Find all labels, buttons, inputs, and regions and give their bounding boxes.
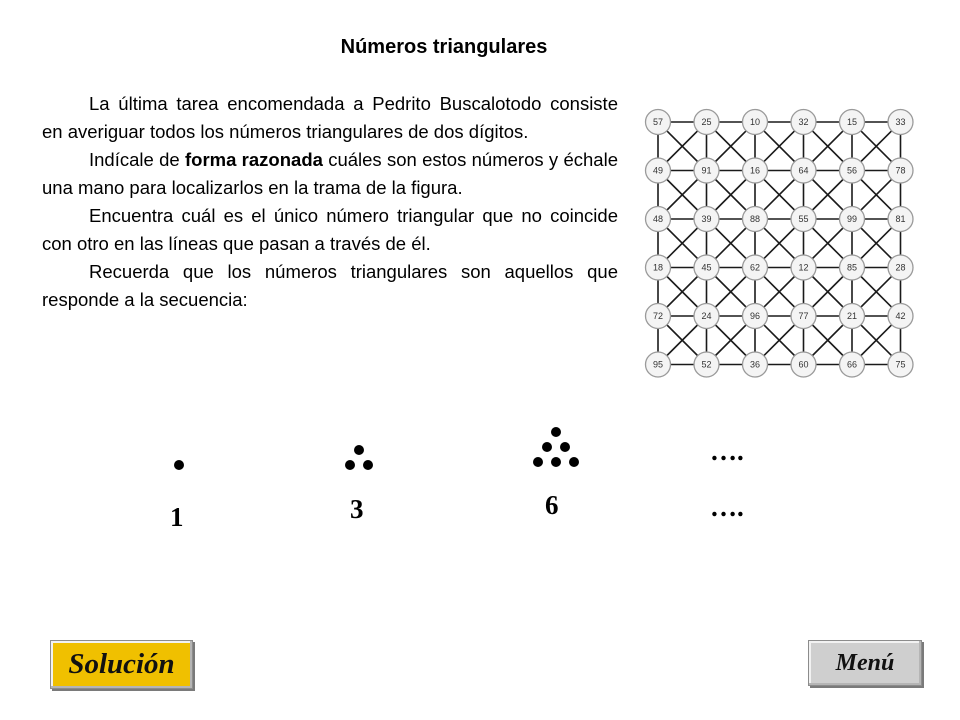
lattice-node bbox=[888, 255, 913, 280]
solution-button[interactable]: Solución bbox=[50, 640, 193, 689]
node-number: 33 bbox=[895, 117, 906, 128]
dot bbox=[551, 457, 561, 467]
lattice-node bbox=[840, 304, 865, 329]
node-number: 42 bbox=[895, 311, 906, 322]
lattice-node bbox=[694, 110, 719, 135]
lattice-node bbox=[840, 207, 865, 232]
node-number: 56 bbox=[846, 165, 858, 176]
node-number: 28 bbox=[895, 262, 906, 273]
paragraph-2: Indícale de forma razonada cuáles son estos números y échale una mano para localizarlos en la trama de la figura. bbox=[42, 149, 618, 198]
lattice-node bbox=[743, 110, 768, 135]
lattice-node bbox=[743, 352, 768, 377]
lattice-node bbox=[646, 255, 671, 280]
sequence-label-1: 1 bbox=[170, 502, 184, 532]
lattice-node bbox=[791, 304, 816, 329]
dot bbox=[551, 427, 561, 437]
lattice-node bbox=[888, 304, 913, 329]
node-number: 25 bbox=[701, 117, 712, 128]
lattice-node bbox=[743, 304, 768, 329]
node-number: 16 bbox=[749, 165, 761, 176]
sequence-label-3: 3 bbox=[350, 494, 364, 524]
lattice-node bbox=[694, 207, 719, 232]
lattice-node bbox=[791, 352, 816, 377]
paragraph-1: La última tarea encomendada a Pedrito Buscalotodo consiste en averiguar todos los números triangulares de dos dígitos. bbox=[42, 93, 618, 142]
node-number: 81 bbox=[895, 214, 906, 225]
node-number: 55 bbox=[798, 214, 809, 225]
node-number: 45 bbox=[701, 262, 712, 273]
lattice-node bbox=[743, 158, 768, 183]
page-title: Números triangulares bbox=[340, 36, 548, 58]
paragraph-3: Encuentra cuál es el único número triangular que no coincide con otro en las líneas que pasan a través de él. bbox=[42, 205, 618, 254]
lattice-node bbox=[791, 255, 816, 280]
node-number: 57 bbox=[652, 117, 664, 128]
node-number: 78 bbox=[895, 165, 906, 176]
node-number: 60 bbox=[798, 359, 809, 370]
node-number: 96 bbox=[749, 311, 761, 322]
node-number: 10 bbox=[749, 117, 761, 128]
node-number: 88 bbox=[749, 214, 761, 225]
node-number: 99 bbox=[846, 214, 858, 225]
node-number: 77 bbox=[798, 311, 809, 322]
dot bbox=[542, 442, 552, 452]
lattice-node bbox=[888, 352, 913, 377]
node-number: 24 bbox=[701, 311, 712, 322]
lattice-node bbox=[646, 304, 671, 329]
lattice-node bbox=[743, 255, 768, 280]
node-number: 12 bbox=[798, 262, 809, 273]
paragraph-4: Recuerda que los números triangulares son aquellos que responde a la secuencia: bbox=[42, 261, 618, 310]
node-number: 95 bbox=[652, 359, 664, 370]
emphasis-text: forma razonada bbox=[184, 149, 323, 170]
lattice-node bbox=[694, 158, 719, 183]
ellipsis-top: …. bbox=[710, 436, 744, 466]
dot bbox=[569, 457, 579, 467]
menu-button[interactable]: Menú bbox=[808, 640, 922, 686]
node-number: 85 bbox=[846, 262, 858, 273]
node-number: 52 bbox=[701, 359, 712, 370]
lattice-node bbox=[646, 352, 671, 377]
lattice-node bbox=[840, 158, 865, 183]
lattice-node bbox=[646, 110, 671, 135]
lattice-node bbox=[743, 207, 768, 232]
lattice-node bbox=[646, 158, 671, 183]
lattice-node bbox=[694, 304, 719, 329]
lattice-node bbox=[646, 207, 671, 232]
node-number: 72 bbox=[652, 311, 664, 322]
dot bbox=[363, 460, 373, 470]
lattice-node bbox=[840, 352, 865, 377]
node-number: 18 bbox=[652, 262, 664, 273]
ellipsis-bottom: …. bbox=[710, 492, 744, 522]
dot bbox=[354, 445, 364, 455]
dot bbox=[533, 457, 543, 467]
problem-text bbox=[42, 90, 618, 314]
lattice-node bbox=[791, 158, 816, 183]
lattice-node bbox=[791, 207, 816, 232]
node-number: 32 bbox=[798, 117, 809, 128]
lattice-node bbox=[791, 110, 816, 135]
node-number: 64 bbox=[798, 165, 809, 176]
node-number: 36 bbox=[749, 359, 761, 370]
node-number: 62 bbox=[749, 262, 761, 273]
lattice-node bbox=[840, 110, 865, 135]
lattice-node bbox=[888, 110, 913, 135]
node-number: 75 bbox=[895, 359, 906, 370]
number-lattice bbox=[640, 105, 922, 382]
node-number: 66 bbox=[846, 359, 858, 370]
dot bbox=[560, 442, 570, 452]
lattice-node bbox=[840, 255, 865, 280]
node-number: 48 bbox=[652, 214, 664, 225]
lattice-node bbox=[694, 255, 719, 280]
lattice-node bbox=[888, 207, 913, 232]
node-number: 39 bbox=[701, 214, 712, 225]
lattice-node bbox=[888, 158, 913, 183]
node-number: 49 bbox=[652, 165, 664, 176]
lattice-node bbox=[694, 352, 719, 377]
node-number: 15 bbox=[846, 117, 858, 128]
node-number: 21 bbox=[846, 311, 858, 322]
lattice-figure bbox=[640, 105, 922, 382]
node-number: 91 bbox=[701, 165, 712, 176]
sequence-label-6: 6 bbox=[545, 490, 559, 520]
dot bbox=[174, 460, 184, 470]
dot bbox=[345, 460, 355, 470]
